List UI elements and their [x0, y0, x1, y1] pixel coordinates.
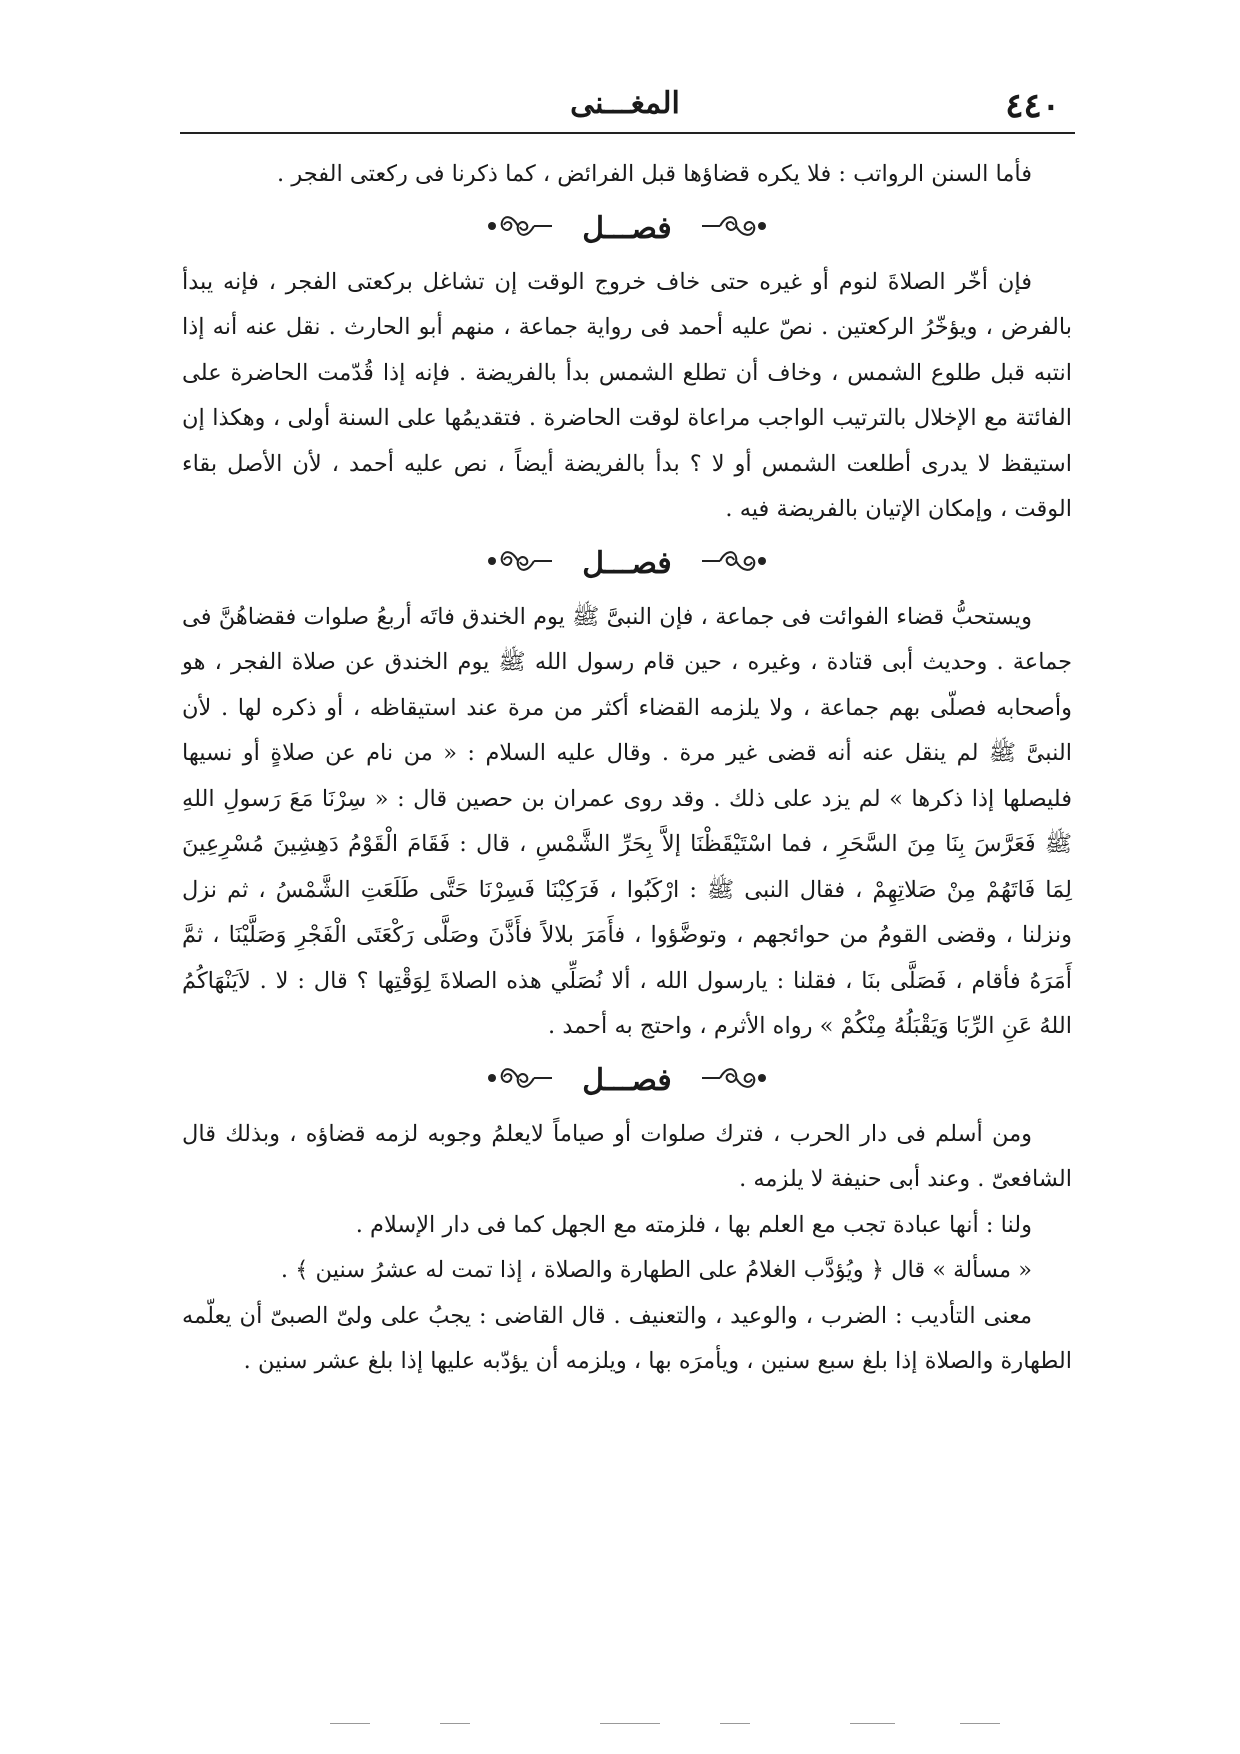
footer-scan-mark	[600, 1723, 660, 1724]
paragraph-tadib: معنى التأديب : الضرب ، والوعيد ، والتعنيف . قال القاضى : يجبُ على ولىّ الصبىّ أن يعلّمه الطهارة والصلاة إذا بلغ سبع سنين ، ويأمرَه بها ، ويلزمه أن يؤدّبه عليها إذا بلغ عشر سنين .	[182, 1302, 1072, 1374]
paragraph-walana: ولنا : أنها عبادة تجب مع العلم بها ، فلزمته مع الجهل كما فى دار الإسلام .	[355, 1211, 1032, 1238]
paragraph-dar-al-harb: ومن أسلم فى دار الحرب ، فترك صلوات أو صياماً لايعلمُ وجوبه لزمه قضاؤه ، وبذلك قال الشافعىّ . وعند أبى حنيفة لا يلزمه .	[182, 1120, 1072, 1192]
header-rule	[180, 132, 1075, 134]
paragraph-masala: « مسألة » قال ﴿ ويُؤدَّب الغلامُ على الطهارة والصلاة ، إذا تمت له عشرُ سنين ﴾ .	[280, 1257, 1032, 1283]
paragraph-sunan-rawatib: فأما السنن الرواتب : فلا يكره قضاؤها قبل الفرائض ، كما ذكرنا فى ركعتى الفجر .	[277, 161, 1032, 187]
paragraph-qada-jamaa: ويستحبُّ قضاء الفوائت فى جماعة ، فإن النبىَّ ﷺ يوم الخندق فاتَه أربعُ صلوات فقضاهُنَّ فى جماعة . وحديث أبى قتادة ، وغيره ، حين قام رسول الله ﷺ يوم الخندق عن صلاة الفجر ، هو وأصحابه فصلّى بهم جماعة ، ولا يلزمه القضاء أكثر من مرة عند استيقاظه ، أو ذكره لها . لأن النبىَّ ﷺ لم ينقل عنه أنه قضى غير مرة . وقال عليه السلام : « من نام عن صلاةٍ أو نسيها فليصلها إذا ذكرها » لم يزد على ذلك . وقد روى عمران بن حصين قال : « سِرْنَا مَعَ رَسولِ اللهِ ﷺ فَعَرَّسَ بِنَا مِنَ السَّحَرِ ، فما اسْتَيْقَظْنَا إلاَّ بِحَرِّ الشَّمْسِ ، قال : فَقَامَ الْقَوْمُ دَهِشِينَ مُسْرِعِينَ لِمَا فَاتَهُمْ مِنْ صَلاتِهِمْ ، فقال النبى ﷺ : ارْكَبُوا ، فَرَكِبْنَا فَسِرْنَا حَتَّى طَلَعَتِ الشَّمْسُ ، ثم نزل ونزلنا ، وقضى القومُ من حوائجهم ، وتوضَّؤوا ، فأَمَرَ بلالاً فأَذَّنَ وصَلَّى رَكْعَتَى الْفَجْرِ وَصَلَّيْنَا ، ثمَّ أَمَرَهُ فأقام ، فَصَلَّى بنَا ، فقلنا : يارسول الله ، ألا نُصَلِّي هذه الصلاةَ لِوَقْتِها ؟ قال : لا . لاَيَنْهَاكُمُ اللهُ عَنِ الرِّبَا وَيَقْبَلُهُ مِنْكُمْ » رواه الأثرم ، واحتج به أحمد .	[182, 603, 1072, 1039]
paragraph-delay-prayer: فإن أخّر الصلاةَ لنوم أو غيره حتى خاف خروج الوقت إن تشاغل بركعتى الفجر ، فإنه يبدأ بالفرض ، ويؤخّرُ الركعتين . نصّ عليه أحمد فى رواية جماعة ، منهم أبو الحارث . نقل عنه أنه إذا انتبه قبل طلوع الشمس ، وخاف أن تطلع الشمس بدأ بالفريضة . فإنه إذا قُدّمت الحاضرة على الفائتة مع الإخلال بالترتيب الواجب مراعاة لوقت الحاضرة . فتقديمُها على السنة أولى ، وهكذا إن استيقظ لا يدرى أطلعت الشمس أو لا ؟ بدأ بالفريضة أيضاً ، نص عليه أحمد ، لأن الأصل بقاء الوقت ، وإمكان الإتيان بالفريضة فيه .	[182, 268, 1072, 522]
footer-scan-mark	[440, 1723, 470, 1724]
section-heading-text: فصـــل	[582, 210, 672, 246]
page-number: ٤٤٠	[1005, 86, 1060, 126]
footer-scan-mark	[850, 1723, 895, 1724]
section-heading-fasl-2	[182, 533, 1072, 595]
footer-scan-mark	[960, 1723, 1000, 1724]
page-header	[180, 80, 1070, 130]
right-ornament-icon	[700, 534, 770, 596]
page-body	[182, 152, 1072, 1385]
section-heading-text: فصـــل	[582, 1062, 672, 1098]
right-ornament-icon	[700, 1051, 770, 1113]
running-title: المغـــنى	[570, 86, 680, 121]
section-heading-fasl-3	[182, 1050, 1072, 1112]
left-ornament-icon	[484, 199, 554, 261]
footer-scan-mark	[330, 1723, 370, 1724]
left-ornament-icon	[484, 534, 554, 596]
footer-scan-mark	[720, 1723, 750, 1724]
left-ornament-icon	[484, 1051, 554, 1113]
section-heading-fasl-1	[182, 198, 1072, 260]
right-ornament-icon	[700, 199, 770, 261]
section-heading-text: فصـــل	[582, 545, 672, 581]
